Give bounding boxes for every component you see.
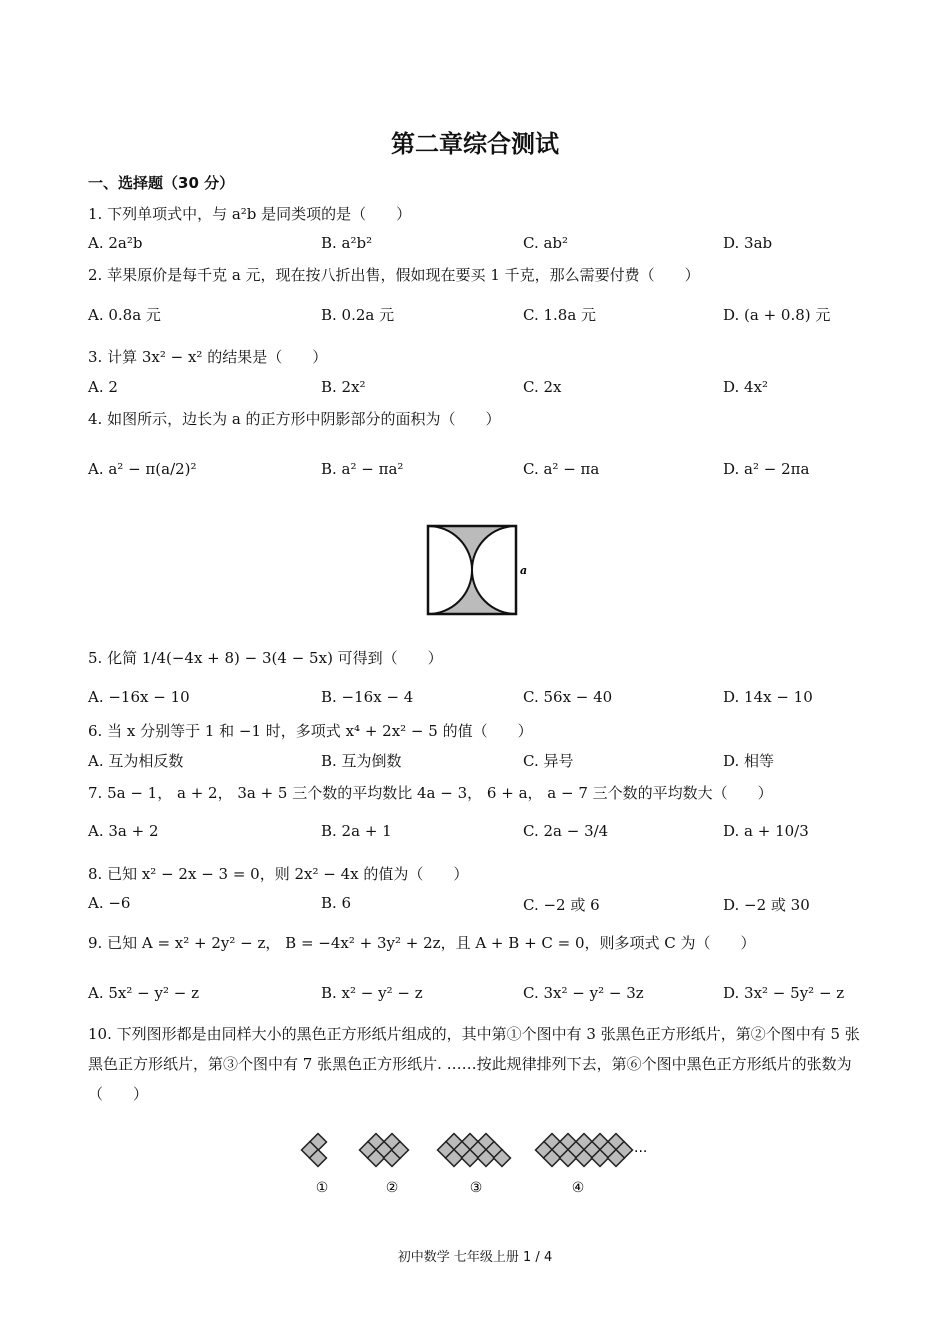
question-7-option-d: D. a + 10/3: [723, 822, 809, 840]
pattern-ellipsis: ···: [634, 1144, 648, 1160]
question-4-stem: 4. 如图所示，边长为 a 的正方形中阴影部分的面积为（ ）: [88, 410, 501, 428]
page-footer: 初中数学 七年级上册 1 / 4: [397, 1250, 553, 1265]
question-5-option-a: A. −16x − 10: [88, 688, 190, 706]
square-shaded-figure: [420, 520, 530, 620]
question-9-option-c: C. 3x² − y² − 3z: [523, 984, 644, 1002]
pattern-label-1: ①: [315, 1180, 329, 1196]
question-8-option-c: C. −2 或 6: [523, 896, 600, 914]
question-8-option-b: B. 6: [321, 894, 352, 912]
question-9-stem: 9. 已知 A = x² + 2y² − z， B = −4x² + 3y² + 2z，且 A + B + C = 0，则多项式 C 为（ ）: [88, 934, 756, 952]
question-8-option-d: D. −2 或 30: [723, 896, 810, 914]
question-7-option-c: C. 2a − 3/4: [523, 822, 609, 840]
question-2-option-a: A. 0.8a 元: [88, 306, 161, 324]
question-3-option-d: D. 4x²: [723, 378, 769, 396]
question-4-option-a: A. a² − π(a/2)²: [88, 460, 197, 478]
question-7-stem: 7. 5a − 1， a + 2， 3a + 5 三个数的平均数比 4a − 3， 6 + a， a − 7 三个数的平均数大（ ）: [88, 784, 773, 802]
question-6-option-d: D. 相等: [723, 752, 775, 770]
question-2-option-d: D. (a + 0.8) 元: [723, 306, 831, 324]
question-3-option-b: B. 2x²: [321, 378, 366, 396]
question-6-option-c: C. 异号: [523, 752, 574, 770]
question-5-option-d: D. 14x − 10: [723, 688, 813, 706]
question-3-stem: 3. 计算 3x² − x² 的结果是（ ）: [88, 348, 328, 366]
question-10-stem: 10. 下列图形都是由同样大小的黑色正方形纸片组成的，其中第①个图中有 3 张黑色正方形纸片，第②个图中有 5 张黑色正方形纸片，第③个图中有 7 张黑色正方形纸片. ……按此规律排列下去，第⑥个图中黑色正方形纸片的张数为（ ）: [88, 1025, 860, 1103]
question-8-stem: 8. 已知 x² − 2x − 3 = 0，则 2x² − 4x 的值为（ ）: [88, 865, 469, 883]
pattern-2: [360, 1134, 409, 1167]
question-1-option-c: C. ab²: [523, 234, 569, 252]
pattern-figure: [290, 1124, 670, 1204]
question-2-stem: 2. 苹果原价是每千克 a 元，现在按八折出售，假如现在要买 1 千克，那么需要付费（ ）: [88, 266, 700, 284]
pattern-4: [536, 1134, 633, 1167]
question-1-option-d: D. 3ab: [723, 234, 773, 252]
question-7-option-b: B. 2a + 1: [321, 822, 392, 840]
question-4-option-c: C. a² − πa: [523, 460, 600, 478]
question-2-option-b: B. 0.2a 元: [321, 306, 395, 324]
pattern-1: [302, 1134, 327, 1167]
question-1-option-a: A. 2a²b: [88, 234, 143, 252]
question-1-option-b: B. a²b²: [321, 234, 373, 252]
question-9-option-b: B. x² − y² − z: [321, 984, 423, 1002]
question-4-option-b: B. a² − πa²: [321, 460, 404, 478]
question-5-stem: 5. 化简 1/4(−4x + 8) − 3(4 − 5x) 可得到（ ）: [88, 649, 443, 667]
question-6-option-a: A. 互为相反数: [88, 752, 184, 770]
question-4-option-d: D. a² − 2πa: [723, 460, 810, 478]
question-5-option-c: C. 56x − 40: [523, 688, 613, 706]
page-title: 第二章综合测试: [391, 130, 559, 158]
question-8-option-a: A. −6: [88, 894, 131, 912]
question-9-option-a: A. 5x² − y² − z: [88, 984, 199, 1002]
question-3-option-c: C. 2x: [523, 378, 562, 396]
question-3-option-a: A. 2: [88, 378, 118, 396]
question-6-option-b: B. 互为倒数: [321, 752, 402, 770]
pattern-3: [438, 1134, 511, 1167]
question-9-option-d: D. 3x² − 5y² − z: [723, 984, 845, 1002]
question-1-stem: 1. 下列单项式中，与 a²b 是同类项的是（ ）: [88, 205, 412, 223]
question-6-stem: 6. 当 x 分别等于 1 和 −1 时，多项式 x⁴ + 2x² − 5 的值（ ）: [88, 722, 533, 740]
pattern-label-3: ③: [469, 1180, 483, 1196]
section-heading: 一、选择题（30 分）: [88, 174, 235, 192]
pattern-label-4: ④: [571, 1180, 585, 1196]
question-5-option-b: B. −16x − 4: [321, 688, 414, 706]
side-label: a: [520, 564, 528, 577]
pattern-label-2: ②: [385, 1180, 399, 1196]
question-2-option-c: C. 1.8a 元: [523, 306, 597, 324]
question-7-option-a: A. 3a + 2: [88, 822, 159, 840]
